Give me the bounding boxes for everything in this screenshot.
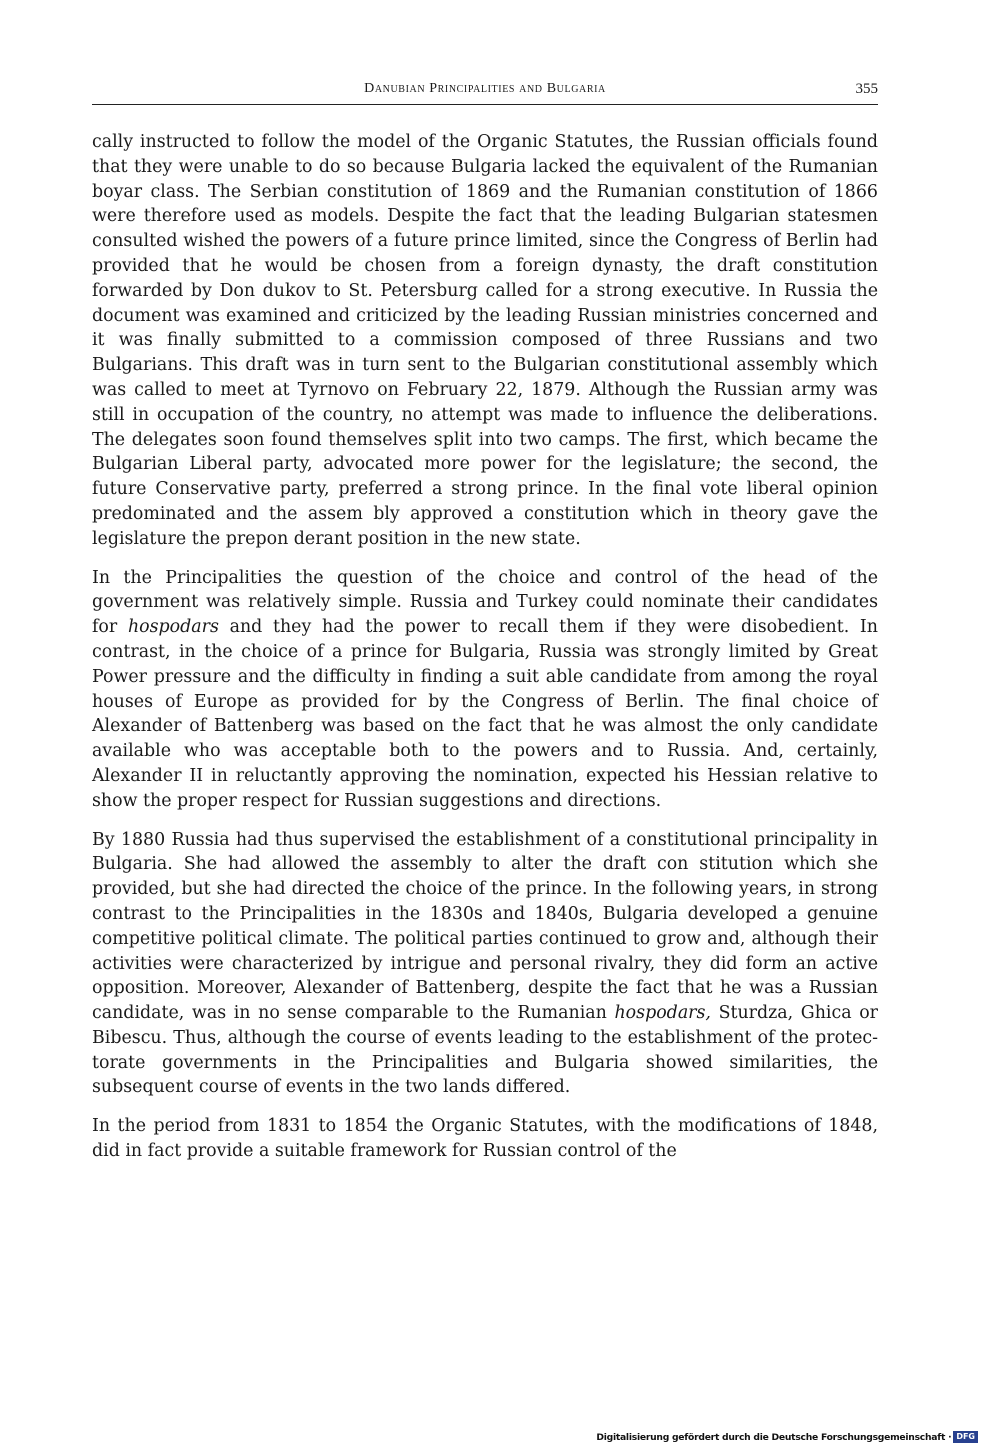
paragraph-2 bbox=[92, 566, 878, 814]
paragraph-text: By 1880 Russia had thus supervised the establishment of a constitutional principality in Bulgaria. She had allowed the assembly to alter the draft con stitution which she provided, but she had directed the choice of the prince. In the following years, in strong contrast to the Principalities in the 1830s and 1840s, Bulgaria developed a genuine competitive political climate. The political parties continued to grow and, although their activities were characterized by intrigue and personal rivalry, they did form an active opposition. Moreover, Alexander of Battenberg, despite the fact that he was a Russian candidate, was in no sense comparable to the Rumanian bbox=[92, 829, 878, 1024]
paragraph-4 bbox=[92, 1114, 878, 1164]
paragraph-text: In the Principalities the question of the choice and control of the head of the government was relatively simple. Russia and Turkey could nominate their candidates for bbox=[92, 567, 878, 638]
credit-text: Digitalisierung gefördert durch die Deutsche Forschungsgemeinschaft · bbox=[596, 1431, 952, 1443]
italic-term: hospodars, bbox=[614, 1003, 711, 1024]
paragraph-text: In the period from 1831 to 1854 the Organic Statutes, with the modifications of 1848, did in fact provide a suitable framework for Russian control of the bbox=[92, 1116, 878, 1162]
page-number: 355 bbox=[855, 81, 878, 97]
page-header bbox=[92, 78, 878, 105]
digitization-credit bbox=[596, 1430, 978, 1444]
body-text bbox=[92, 130, 878, 1178]
paragraph-text: cally instructed to follow the model of the Organic Statutes, the Russian officials found that they were unable to do so because Bulgaria lacked the equivalent of the Rumanian boyar class. The Serbian constitution of 1869 and the Rumanian constitution of 1866 were therefore used as models. Despite the fact that the leading Bulgarian statesmen consulted wished the powers of a future prince limited, since the Congress of Berlin had provided that he would be chosen from a foreign dynasty, the draft constitution forwarded by Don dukov to St. Petersburg called for a strong executive. In Russia the document was examined and criticized by the leading Russian ministries concerned and it was finally submitted to a commission composed of three Russians and two Bulgarians. This draft was in turn sent to the Bulgarian constitutional assembly which was called to meet at Tyrnovo on February 22, 1879. Although the Russian army was still in occupation of the country, no attempt was made to influence the deliberations. The delegates soon found themselves split into two camps. The first, which became the Bulgarian Liberal party, advocated more power for the legislature; the second, the future Conservative party, preferred a strong prince. In the final vote liberal opinion predominated and the assem bly approved a constitution which in theory gave the legislature the prepon derant position in the new state. bbox=[92, 132, 878, 549]
paragraph-3 bbox=[92, 828, 878, 1101]
paragraph-text: Sturdza, Ghica or Bibescu. Thus, although the course of events leading to the establishment of the protec torate governments in the Principalities and Bulgaria showed similarities, the subsequent course of events in the two lands differed. bbox=[92, 1003, 878, 1098]
italic-term: hospodars bbox=[127, 617, 219, 638]
dfg-logo: DFG bbox=[953, 1431, 978, 1443]
paragraph-1 bbox=[92, 130, 878, 552]
paragraph-text: and they had the power to recall them if they were disobedient. In contrast, in the choice of a prince for Bulgaria, Russia was strongly limited by Great Power pressure and the difficulty in finding a suit able candidate from among the royal houses of Europe as provided for by the Congress of Berlin. The final choice of Alexander of Battenberg was based on the fact that he was almost the only candidate available who was acceptable both to the powers and to Russia. And, certainly, Alexander II in reluctantly approving the nomination, expected his Hessian relative to show the proper respect for Russian suggestions and directions. bbox=[92, 617, 878, 811]
running-title: Danubian Principalities and Bulgaria bbox=[364, 81, 606, 96]
